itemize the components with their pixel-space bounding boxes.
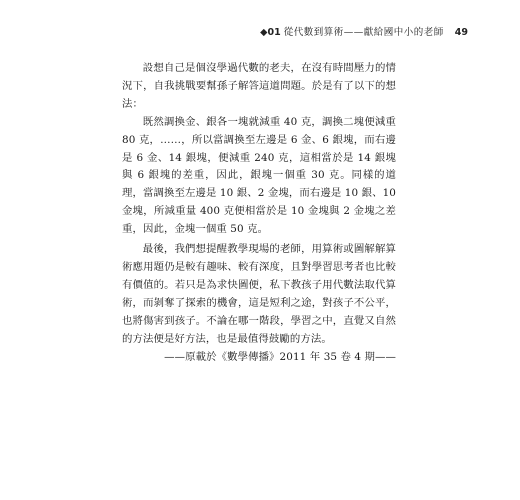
source-citation: ——原載於《數學傳播》2011 年 35 卷 4 期——: [164, 350, 396, 363]
paragraph-reasoning: 既然調換金、銀各一塊就減重 40 克，調換二塊便減重 80 克，……，所以當調換至左邊是 6 金、6 銀塊，而右邊是 6 金、14 銀塊，便減重 240 克，這相當於是 14 銀塊與 6 銀塊的差重，因此，銀塊一個重 30 克。同樣的道理，當調換至左邊是 10 銀、2 金塊，而右邊是 10 銀、10 金塊，所減重量 400 克便相當於是 10 金塊與 2 金塊之差重，因此，金塊一個重 50 克。: [122, 115, 396, 236]
running-header: [260, 24, 468, 38]
paragraph-intro: 設想自己是個沒學過代數的老夫，在沒有時間壓力的情況下，自我挑戰要幫孫子解答這道問題。於是有了以下的想法：: [122, 62, 396, 110]
paragraph-conclusion: 最後，我們想提醒教學現場的老師，用算術或圖解解算術應用題仍是較有趣味、較有深度，且對學習思考者也比較有價值的。若只是為求快圖便，私下教孩子用代數法取代算術，而剝奪了探索的機會，這是短利之途，對孩子不公平，也將傷害到孩子。不論在哪一階段，學習之中，直覺又自然的方法便是好方法，也是最值得鼓勵的方法。: [122, 243, 396, 345]
page-number: 49: [454, 27, 468, 38]
chapter-marker: ◆01: [260, 27, 281, 38]
body-text: [122, 60, 396, 366]
running-title: 從代數到算術——獻給國中小的老師: [283, 27, 444, 38]
